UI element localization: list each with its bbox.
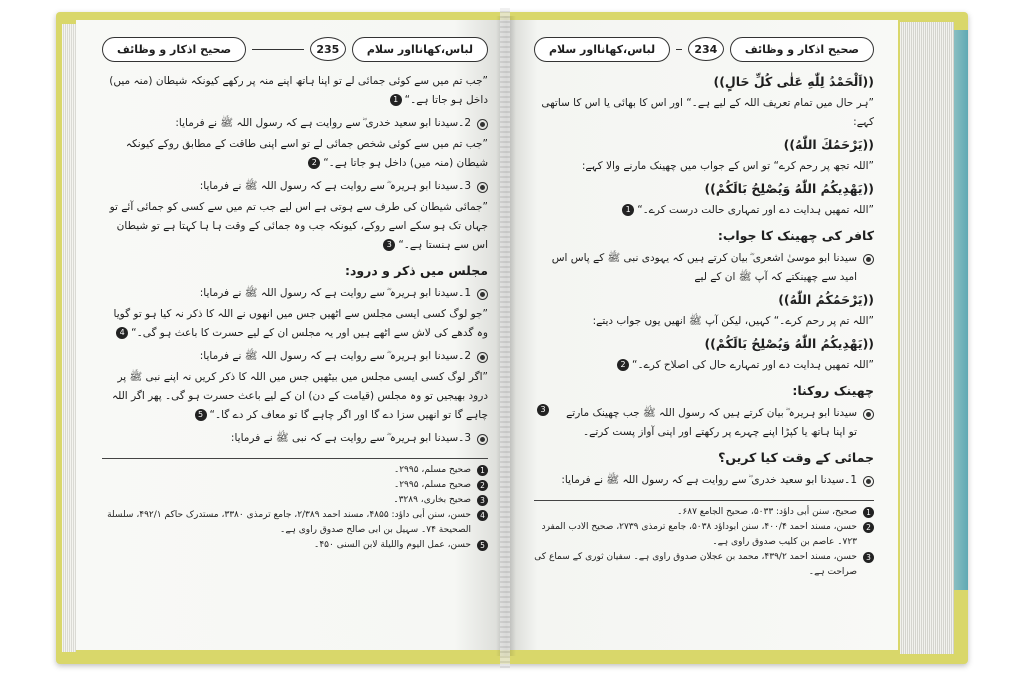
footnote-text: صحیح بخاری، ۳۲۸۹۔ bbox=[393, 495, 471, 505]
right-header-book-title: صحیح اذکار و وظائف bbox=[730, 37, 874, 62]
right-header-topic: لباس،کھانااور سلام bbox=[534, 37, 670, 62]
footnote bbox=[102, 538, 488, 553]
footnote bbox=[102, 463, 488, 478]
paragraph-text: ”اللہ تمھیں ہدایت دے اور تمہارے حال کی اصلاح کرے۔“ bbox=[632, 359, 874, 371]
paragraph-text: چھینک روکنا: bbox=[792, 383, 874, 398]
paragraph-text: ((اَلْحَمْدُ لِلّٰهِ عَلٰی كُلِّ حَالٍ)) bbox=[713, 74, 874, 89]
footnote-number: 5 bbox=[477, 540, 488, 551]
paragraph-text: ”اللہ تم پر رحم کرے۔“ کہیں، لیکن آپ ﷺ انھیں یوں جواب دیتے: bbox=[592, 315, 874, 327]
bullet-icon bbox=[477, 119, 488, 130]
footnote-marker: 2 bbox=[617, 359, 629, 371]
left-page-number: 235 bbox=[310, 37, 346, 61]
footnote-marker: 2 bbox=[308, 157, 320, 169]
footnote-marker: 1 bbox=[622, 204, 634, 216]
left-page-header bbox=[102, 34, 488, 64]
arabic-supplication bbox=[534, 290, 874, 309]
header-rule bbox=[252, 49, 304, 50]
paragraph-text: کافر کی چھینک کا جواب: bbox=[717, 228, 874, 243]
bullet-icon bbox=[477, 352, 488, 363]
paragraph bbox=[102, 368, 488, 425]
footnote-marker: 1 bbox=[390, 94, 402, 106]
paragraph-text: ((يَهْدِيكُمُ اللّٰهُ وَيُصْلِحُ بَالَكُمْ)) bbox=[704, 336, 874, 351]
footnote bbox=[102, 493, 488, 508]
left-header-topic: لباس،کھانااور سلام bbox=[352, 37, 488, 62]
item-text: 3۔سیدنا ابو ہریرہ ؓ سے روایت ہے کہ رسول اللہ ﷺ نے فرمایا: bbox=[199, 180, 471, 192]
hadith-item bbox=[102, 347, 488, 366]
section-heading bbox=[534, 226, 874, 245]
footnote-marker: 4 bbox=[116, 327, 128, 339]
paragraph-text: مجلس میں ذکر و درود: bbox=[344, 263, 488, 278]
footnote-marker: 3 bbox=[537, 404, 549, 416]
hadith-item bbox=[102, 114, 488, 133]
footnote bbox=[534, 505, 874, 520]
paragraph-text: ”جمائی شیطان کی طرف سے ہوتی ہے اس لیے جب تم میں سے کسی کو جمائی آئے تو جہاں تک ہو سکے اسے روکے، کیونکہ جب وہ جمائی کے وقت ہا ہا کہتا ہے تو شیطان اس سے ہنستا ہے۔“ bbox=[109, 201, 488, 251]
footnote-text: حسن، مسند احمد ۴۳۹/۲، محمد بن عجلان صدوق راوی ہے۔ سفیان ثوری کے سماع کی صراحت ہے۔ bbox=[534, 552, 857, 577]
footnote-text: صحیح مسلم، ۲۹۹۵۔ bbox=[393, 465, 471, 475]
paragraph-text: ((يَهْدِيكُمُ اللّٰهُ وَيُصْلِحُ بَالَكُمْ)) bbox=[704, 181, 874, 196]
left-footnotes bbox=[102, 458, 488, 553]
hadith-item bbox=[102, 284, 488, 303]
item-text: سیدنا ابو موسیٰ اشعری ؓ بیان کرتے ہیں کہ یہودی نبی ﷺ کے پاس اس امید سے چھینکتے کہ آپ ﷺ ان کے لیے bbox=[551, 252, 857, 283]
paragraph-text: ”اگر لوگ کسی ایسی مجلس میں بیٹھیں جس میں اللہ کا ذکر کریں نہ اپنے نبی ﷺ پر درود بھیجیں تو وہ مجلس (قیامت کے دن) ان کے لیے باعث حسرت ہو گی۔ پھر اگر اللہ چاہے گا تو انھیں سزا دے گا اور اگر چاہے گا تو معاف کر دے گا۔“ bbox=[111, 371, 488, 421]
paragraph-text: ”اللہ تمھیں ہدایت دے اور تمہاری حالت درست کرے۔“ bbox=[637, 204, 874, 216]
footnote-marker: 5 bbox=[195, 409, 207, 421]
footnote-text: حسن، سنن أبی داؤد: ۴۸۵۵، مسند احمد ۲/۳۸۹، جامع ترمذی ۳۳۸۰، مستدرک حاکم ۴۹۲/۱، سلسلة الصحيحة ۷۴۔ سہیل بن ابی صالح صدوق راوی ہے۔ bbox=[107, 510, 471, 535]
paragraph-text: جمائی کے وقت کیا کریں؟ bbox=[718, 450, 874, 465]
footnote-number: 2 bbox=[863, 522, 874, 533]
header-rule bbox=[676, 49, 682, 50]
paragraph-text: ”ہر حال میں تمام تعریف اللہ کے لیے ہے۔“ اور اس کا بھائی یا اس کا ساتھی کہے: bbox=[541, 97, 874, 128]
right-page-number: 234 bbox=[688, 37, 724, 61]
bookmark-ribbon bbox=[500, 8, 510, 668]
footnote-number: 1 bbox=[477, 465, 488, 476]
footnote-text: حسن، عمل الیوم واللیلة لابن السنی ۴۵۰۔ bbox=[314, 540, 471, 550]
paragraph bbox=[102, 135, 488, 173]
paragraph-text: ”جو لوگ کسی ایسی مجلس سے اٹھیں جس میں انھوں نے اللہ کا ذکر نہ کیا ہو تو گویا وہ گدھے کی لاش سے اٹھے ہیں اور یہ مجلس ان کے لیے حسرت کا باعث ہو گی۔“ bbox=[113, 308, 488, 339]
left-page bbox=[76, 20, 506, 650]
footnote-number: 4 bbox=[477, 510, 488, 521]
bullet-icon bbox=[477, 182, 488, 193]
right-page bbox=[506, 20, 898, 650]
bullet-icon bbox=[863, 254, 874, 265]
hadith-item bbox=[534, 471, 874, 490]
item-text: 3۔سیدنا ابو ہریرہ ؓ سے روایت ہے کہ نبی ﷺ نے فرمایا: bbox=[230, 432, 471, 444]
hadith-item bbox=[534, 249, 874, 287]
bullet-icon bbox=[863, 409, 874, 420]
footnote-number: 1 bbox=[863, 507, 874, 518]
item-text: 1۔سیدنا ابو ہریرہ ؓ سے روایت ہے کہ رسول اللہ ﷺ نے فرمایا: bbox=[199, 287, 471, 299]
paragraph bbox=[534, 94, 874, 132]
arabic-supplication bbox=[534, 135, 874, 154]
right-footnotes bbox=[534, 500, 874, 580]
section-heading bbox=[102, 261, 488, 280]
item-text: سیدنا ابو ہریرہ ؓ بیان کرتے ہیں کہ رسول اللہ ﷺ جب چھینک مارتے تو اپنا ہاتھ یا کپڑا اپنے چہرے پر رکھتے اور اپنی آواز پست کرتے۔ bbox=[566, 407, 857, 438]
footnote-number: 2 bbox=[477, 480, 488, 491]
arabic-supplication bbox=[534, 334, 874, 353]
paragraph bbox=[534, 312, 874, 331]
right-page-body bbox=[534, 72, 874, 490]
footnote-number: 3 bbox=[477, 495, 488, 506]
footnote bbox=[102, 478, 488, 493]
right-page-stack bbox=[900, 22, 954, 654]
arabic-supplication bbox=[534, 72, 874, 91]
hadith-item bbox=[534, 404, 874, 442]
left-page-body bbox=[102, 72, 488, 448]
section-heading bbox=[534, 448, 874, 467]
footnote bbox=[102, 508, 488, 538]
footnote-text: صحیح، سنن أبی داؤد: ۵۰۳۳، صحیح الجامع ۶۸۷۔ bbox=[677, 507, 857, 517]
paragraph bbox=[534, 201, 874, 220]
bullet-icon bbox=[477, 289, 488, 300]
paragraph bbox=[102, 305, 488, 343]
paragraph-text: ”جب تم میں سے کوئی جمائی لے تو اپنا ہاتھ اپنے منہ پر رکھے کیونکہ شیطان (منہ میں) داخل ہو جاتا ہے۔“ bbox=[109, 75, 488, 106]
footnote-text: حسن، مسند احمد ۴۰۰/۴، سنن ابوداؤد ۵۰۳۸، جامع ترمذی ۲۷۳۹، صحیح الادب المفرد ۷۲۳۔ عاصم بن کلیب صدوق راوی ہے۔ bbox=[541, 522, 857, 547]
paragraph-text: ((يَرْحَمُكَ اللّٰهُ)) bbox=[783, 137, 874, 152]
footnote bbox=[534, 550, 874, 580]
paragraph bbox=[534, 157, 874, 176]
left-header-book-title: صحیح اذکار و وظائف bbox=[102, 37, 246, 62]
paragraph bbox=[102, 72, 488, 110]
hadith-item bbox=[102, 429, 488, 448]
bullet-icon bbox=[863, 476, 874, 487]
paragraph-text: ((يَرْحَمُكُمُ اللّٰهُ)) bbox=[778, 292, 874, 307]
section-heading bbox=[534, 381, 874, 400]
footnote-marker: 3 bbox=[383, 239, 395, 251]
left-page-stack bbox=[62, 24, 76, 652]
bullet-icon bbox=[477, 434, 488, 445]
paragraph-text: ”جب تم میں سے کوئی شخص جمائی لے تو اسے اپنی طاقت کے مطابق روکے کیونکہ شیطان (منہ میں) داخل ہو جاتا ہے۔“ bbox=[125, 138, 488, 169]
item-text: 1۔سیدنا ابو سعید خدری ؓ سے روایت ہے کہ رسول اللہ ﷺ نے فرمایا: bbox=[561, 474, 857, 486]
item-text: 2۔سیدنا ابو سعید خدری ؓ سے روایت ہے کہ رسول اللہ ﷺ نے فرمایا: bbox=[175, 117, 471, 129]
paragraph-text: ”اللہ تجھ پر رحم کرے“ تو اس کے جواب میں چھینک مارنے والا کہے: bbox=[581, 160, 874, 172]
right-page-header bbox=[534, 34, 874, 64]
footnote-text: صحیح مسلم، ۲۹۹۵۔ bbox=[393, 480, 471, 490]
paragraph bbox=[102, 198, 488, 255]
item-text: 2۔سیدنا ابو ہریرہ ؓ سے روایت ہے کہ رسول اللہ ﷺ نے فرمایا: bbox=[199, 350, 471, 362]
paragraph bbox=[534, 356, 874, 375]
footnote-number: 3 bbox=[863, 552, 874, 563]
hadith-item bbox=[102, 177, 488, 196]
arabic-supplication bbox=[534, 179, 874, 198]
footnote bbox=[534, 520, 874, 550]
